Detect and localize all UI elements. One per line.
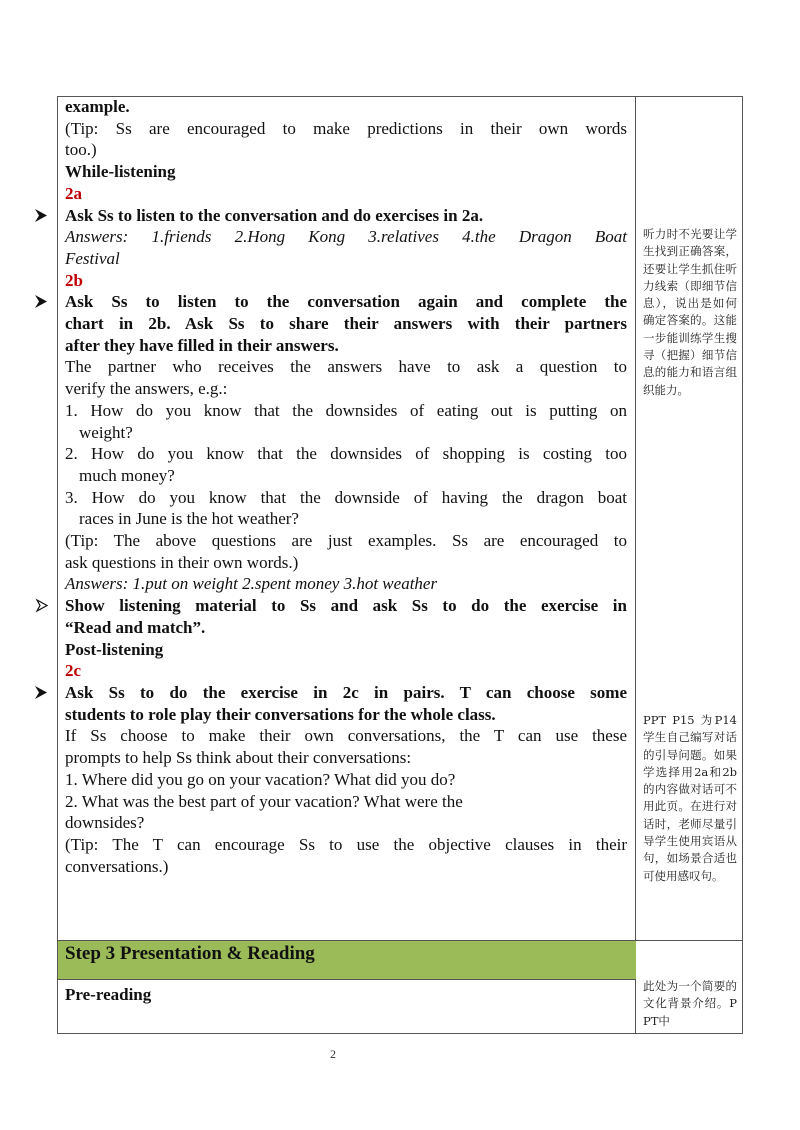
arrow-bullet-icon [33,682,49,703]
instruction-text: after they have filled in their answers. [65,335,339,355]
question-line: 1. How do you know that the downsides of eating out is putting on [65,400,627,420]
question-line: 2. What was the best part of your vacation? What were the [65,791,463,811]
column-divider [635,96,636,1034]
answers-line: Answers: 1.friends 2.Hong Kong 3.relatives 4.the Dragon Boat [65,227,627,247]
arrow-bullet-icon [33,291,49,312]
answers-line: Festival [65,248,120,268]
exercise-label-2b: 2b [65,270,83,290]
instruction-text: “Read and match”. [65,617,206,637]
exercise-label-2c: 2c [65,661,82,681]
tip-line: (Tip: Ss are encouraged to make predictions in their own words [65,118,627,138]
arrow-bullet-icon [33,205,49,226]
teaching-note-conversation: PPT P15 为P14学生自己编写对话的引导问题。如果学选择用2a和2b的内容做对话可不用此页。在进行对话时，老师尽量引导学生使用宾语从句，如场景合适也可使用感叹句。 [643,713,737,883]
text-line: prompts to help Ss think about their conversations: [65,748,412,768]
instruction-text: students to role play their conversations for the whole class. [65,704,496,724]
procedure-column [65,96,627,877]
instruction-2c [65,682,627,704]
instruction-2b [65,291,627,313]
text-line: verify the answers, e.g.: [65,379,228,399]
tip-line: too.) [65,140,97,160]
page-number: 2 [330,1047,336,1061]
instruction-read-and-match [65,595,627,617]
instruction-text: chart in 2b. Ask Ss to share their answers with their partners [65,314,627,334]
arrow-bullet-outline-icon [34,595,50,616]
question-line: races in June is the hot weather? [79,509,299,529]
section-heading-while-listening: While-listening [65,162,176,182]
instruction-text: Ask Ss to listen to the conversation again and complete the [65,292,627,312]
question-line: 1. Where did you go on your vacation? What did you do? [65,769,456,789]
instruction-2a [65,205,627,227]
question-line: downsides? [65,813,145,833]
tip-line: (Tip: The T can encourage Ss to use the objective clauses in their [65,834,627,854]
text-line: example. [65,97,130,116]
tip-line: (Tip: The above questions are just examples. Ss are encouraged to [65,531,627,551]
instruction-text: Ask Ss to listen to the conversation and do exercises in 2a. [65,205,484,225]
text-line: If Ss choose to make their own conversations, the T can use these [65,726,627,746]
question-line: much money? [79,465,175,485]
tip-line: conversations.) [65,856,169,876]
question-line: weight? [79,422,133,442]
instruction-text: Ask Ss to do the exercise in 2c in pairs. T can choose some [65,682,627,702]
step-title: Step 3 Presentation & Reading [65,943,315,964]
tip-line: ask questions in their own words.) [65,552,299,572]
section-heading-post-listening: Post-listening [65,639,164,659]
teaching-note-listening: 听力时不光要让学生找到正确答案，还要让学生抓住听力线索（即细节信息），说出是如何确定答案的。这能一步能训练学生搜寻（把握）细节信息的能力和语言组织能力。 [643,227,737,397]
step-row-divider [57,979,636,980]
exercise-label-2a: 2a [65,183,82,203]
instruction-text: Show listening material to Ss and ask Ss to do the exercise in [65,596,627,616]
section-heading-pre-reading: Pre-reading [65,985,152,1004]
text-line: The partner who receives the answers have to ask a question to [65,357,627,377]
question-line: 2. How do you know that the downsides of shopping is costing too [65,444,627,464]
teaching-note-culture: 此处为一个简要的文化背景介绍。PPT中 [643,979,737,1028]
answers-line: Answers: 1.put on weight 2.spent money 3.hot weather [65,574,438,594]
question-line: 3. How do you know that the downside of having the dragon boat [65,487,627,507]
